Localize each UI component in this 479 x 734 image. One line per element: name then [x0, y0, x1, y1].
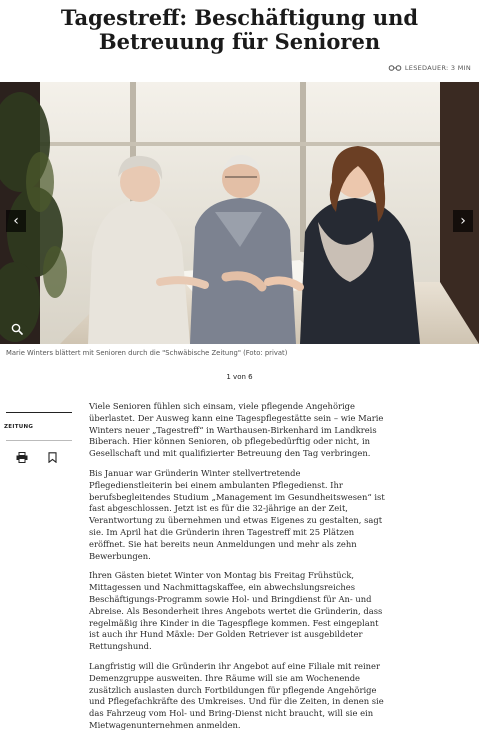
article-paragraph: Viele Senioren fühlen sich einsam, viele pflegende Angehörige überlastet. Der Ausweg kann eine Tagespflegestätte sein – wie Marie Winters neuer „Tagestreff“ in Warthausen-Birkenhard im Landkreis Biberach. Hier können Senioren, ob pflegebedürftig oder nicht, in Gesellschaft und mit qualifizierter Betreuung den Tag verbringen.: [89, 401, 384, 459]
gallery-prev-button[interactable]: ‹: [6, 210, 26, 232]
divider: [6, 412, 72, 413]
image-gallery[interactable]: [0, 82, 479, 344]
gallery-photo: [0, 82, 479, 344]
image-caption: Marie Winters blättert mit Senioren durch die "Schwäbische Zeitung" (Foto: privat): [6, 349, 288, 357]
gallery-counter: 1 von 6: [226, 373, 253, 381]
source-label: ZEITUNG: [4, 424, 34, 430]
glasses-icon: [388, 65, 402, 71]
article-title: Tagestreff: Beschäftigung und Betreuung für Senioren: [60, 5, 419, 54]
divider: [6, 440, 72, 441]
article-body: [89, 401, 385, 734]
gallery-next-button[interactable]: ›: [453, 210, 473, 232]
reading-time-label: LESEDAUER: 3 MIN: [404, 64, 471, 72]
reading-time: [388, 64, 471, 72]
magnifier-icon[interactable]: [8, 320, 26, 338]
article-paragraph: Ihren Gästen bietet Winter von Montag bis Freitag Frühstück, Mittagessen und Nachmittagskaffee, ein abwechslungsreiches Beschäftigungs-Programm sowie Hol- und Bringdienst für An- und Abreise. Als Besonderheit ihres Angebots wertet die Gründerin, dass regelmäßig ihre Kinder in die Tagespflege kommen. Fest eingeplant ist auch ihr Hund Mäxle: Der Golden Retriever ist ausgebildeter Rettungshund.: [89, 570, 383, 652]
article-paragraph: Langfristig will die Gründerin ihr Angebot auf eine Filiale mit reiner Demenzgruppe ausweiten. Ihre Räume will sie am Wochenende zusätzlich auslasten durch Fortbildungen für pflegende Angehörige und Pflegefachkräfte des Umkreises. Und für die Zeiten, in denen sie das Fahrzeug vom Hol- und Bring-Dienst nicht braucht, will sie ein Mietwagenunternehmen anmelden.: [89, 660, 384, 730]
printer-icon[interactable]: [15, 450, 29, 464]
bookmark-icon[interactable]: [45, 450, 59, 464]
article-paragraph: Bis Januar war Gründerin Winter stellvertretende Pflegedienstleiterin bei einem ambulanten Pflegedienst. Ihr berufsbegleitendes Studium „Management im Gesundheitswesen“ ist fast abgeschlossen. Jetzt ist es für die 32-jährige an der Zeit, Verantwortung zu übernehmen und etwas Eigenes zu gestalten, sagt sie. Im April hat die Gründerin ihren Tagestreff mit 25 Plätzen eröffnet. Sie hat bereits neun Anmeldungen und mehr als zehn Bewerbungen.: [89, 467, 385, 561]
